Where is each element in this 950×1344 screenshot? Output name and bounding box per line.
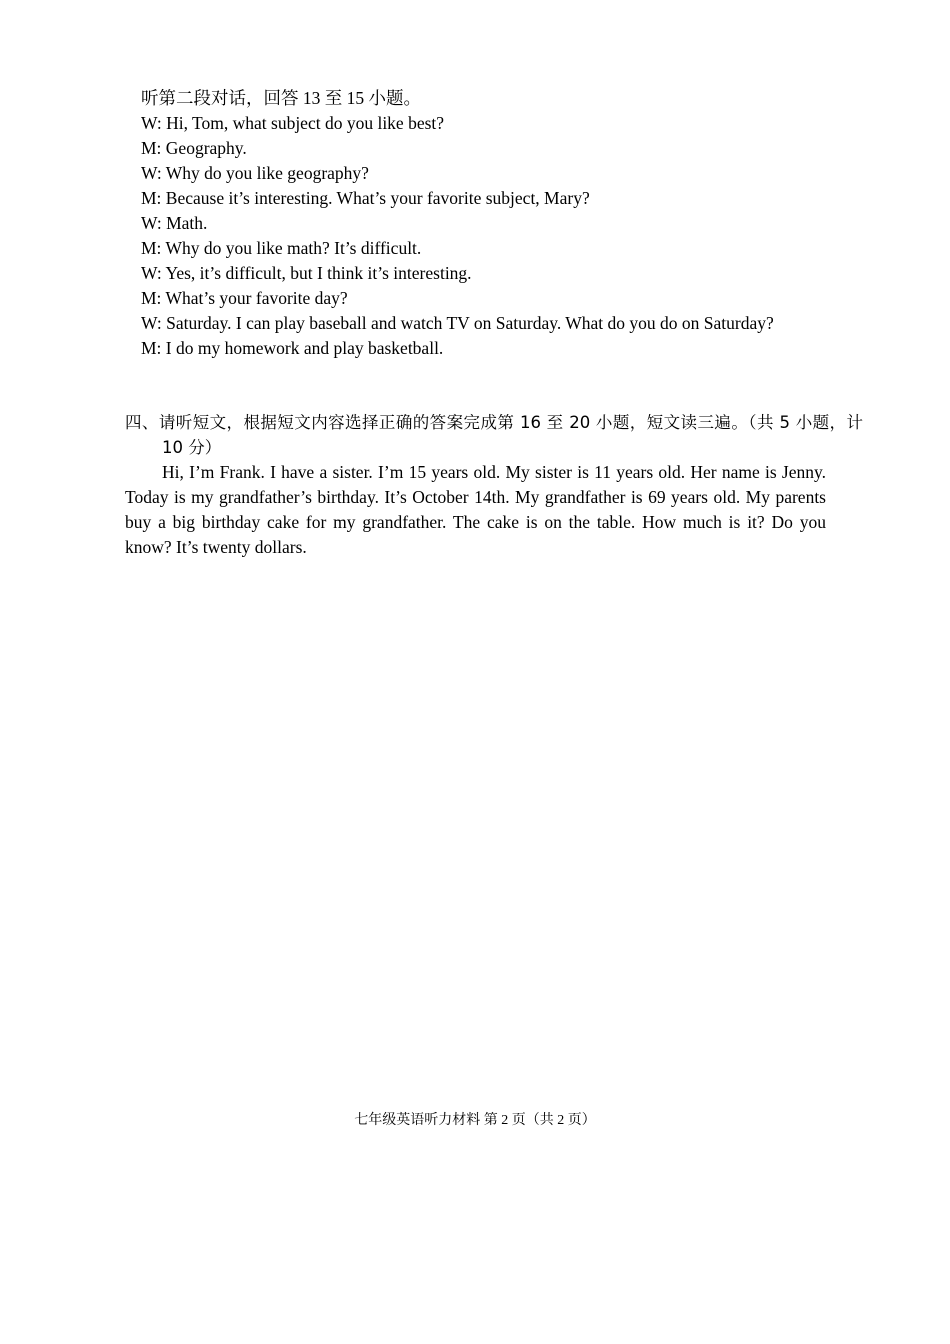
section-four-heading: 四、请听短文，根据短文内容选择正确的答案完成第 16 至 20 小题，短文读三遍。（共 5 小题，计 10 分） [125,413,863,457]
listening-passage: Hi, I’m Frank. I have a sister. I’m 15 years old. My sister is 11 years old. Her name is Jenny. Today is my grandfather’s birthday. It’s October 14th. My grandfather is 69 years old. My parents buy a big birthday cake for my grandfather. The cake is on the table. How much is it? Do you know? It’s twenty dollars. [125,462,826,557]
dialogue-line: W: Math. [141,213,208,233]
dialogue-line: M: Geography. [141,138,247,158]
dialogue-line: W: Why do you like geography? [141,163,369,183]
dialogue-line: W: Yes, it’s difficult, but I think it’s interesting. [141,263,472,283]
dialogue-line: W: Hi, Tom, what subject do you like best? [141,113,445,133]
dialogue-line: M: What’s your favorite day? [141,288,348,308]
dialogue-line: W: Saturday. I can play baseball and watch TV on Saturday. What do you do on Saturday? [141,313,774,333]
dialogue-line: M: I do my homework and play basketball. [141,338,444,358]
dialogue-two [141,86,826,361]
dialogue-intro: 听第二段对话，回答 13 至 15 小题。 [141,88,421,108]
dialogue-line: M: Because it’s interesting. What’s your favorite subject, Mary? [141,188,590,208]
page-footer: 七年级英语听力材料 第 2 页（共 2 页） [354,1113,596,1128]
dialogue-line: M: Why do you like math? It’s difficult. [141,238,422,258]
